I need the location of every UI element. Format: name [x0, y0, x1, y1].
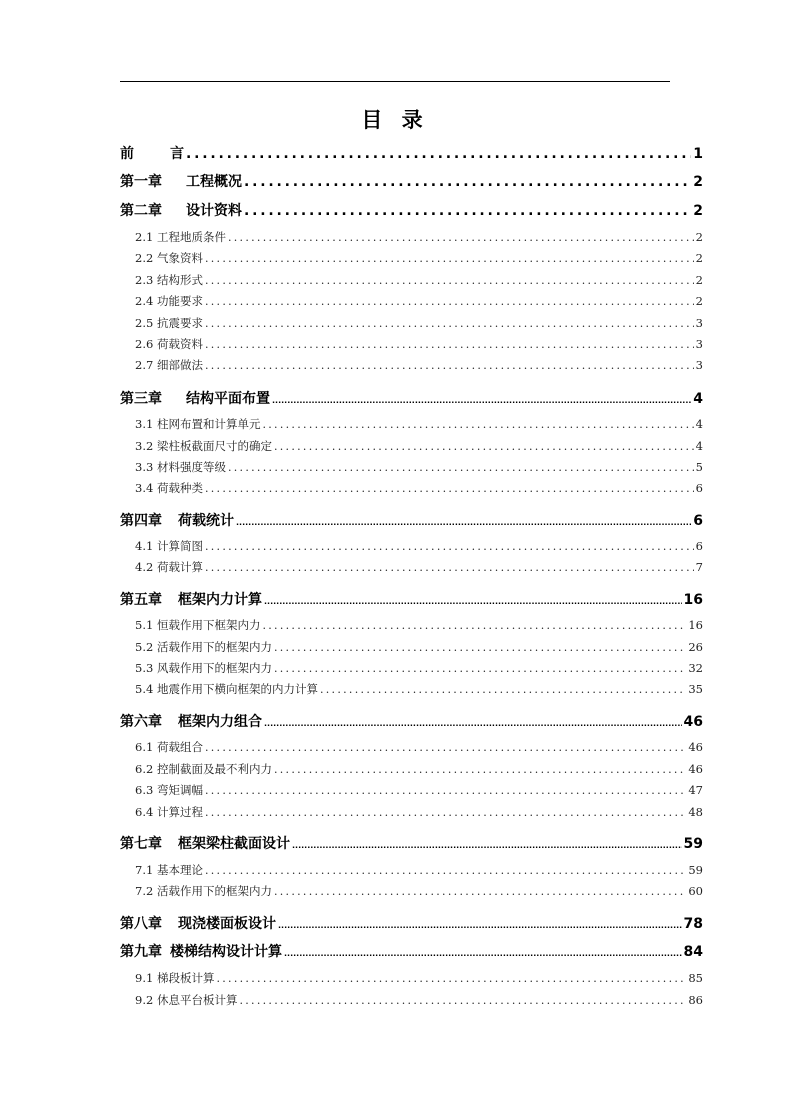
toc-leader-dots [205, 864, 686, 877]
toc-section-label: 3.3 材料强度等级 [135, 460, 226, 474]
toc-section-entry[interactable] [120, 315, 703, 331]
toc-leader-dots [228, 461, 694, 474]
toc-leader-dots [205, 359, 694, 372]
toc-section-entry[interactable] [120, 617, 703, 633]
toc-chapter-title: 框架内力计算 [178, 592, 262, 608]
toc-chapter-number: 第五章 [120, 592, 162, 608]
toc-section-entry[interactable] [120, 357, 703, 373]
toc-leader-dots [292, 841, 682, 850]
toc-page-number: 1 [693, 146, 703, 162]
toc-leader-dots [205, 252, 694, 265]
toc-chapter-title: 框架内力组合 [178, 714, 262, 730]
toc-page-number: 6 [695, 481, 703, 495]
toc-page-number: 46 [688, 740, 703, 754]
toc-leader-dots [205, 295, 694, 308]
toc-section-entry[interactable] [120, 336, 703, 352]
toc-chapter-label [120, 388, 270, 408]
toc-leader-dots [205, 540, 694, 553]
toc-leader-dots [264, 597, 682, 606]
toc-leader-dots [274, 641, 686, 654]
toc-page-number: 3 [695, 316, 703, 330]
toc-chapter-entry[interactable] [120, 143, 703, 163]
toc-chapter-label [120, 941, 282, 961]
toc-leader-dots [264, 719, 682, 728]
toc-section-label: 3.2 梁柱板截面尺寸的确定 [135, 439, 272, 453]
toc-section-entry[interactable] [120, 293, 703, 309]
header-rule [120, 81, 670, 82]
toc-section-label: 2.1 工程地质条件 [135, 230, 226, 244]
toc-chapter-number: 第三章 [120, 391, 162, 407]
toc-chapter-label [120, 510, 234, 530]
toc-page-number: 78 [683, 916, 703, 932]
toc-leader-dots [205, 784, 686, 797]
toc-chapter-entry[interactable] [120, 388, 703, 408]
toc-page-number: 32 [688, 661, 703, 675]
toc-page-number: 46 [683, 714, 703, 730]
toc-chapter-number: 第一章 [120, 174, 162, 190]
toc-section-entry[interactable] [120, 480, 703, 496]
toc-section-entry[interactable] [120, 438, 703, 454]
toc-section-entry[interactable] [120, 538, 703, 554]
toc-leader-dots [205, 338, 694, 351]
toc-section-entry[interactable] [120, 804, 703, 820]
toc-section-label: 9.2 休息平台板计算 [135, 993, 238, 1007]
toc-section-label: 3.4 荷载种类 [135, 481, 203, 495]
toc-page-number: 2 [695, 273, 703, 287]
toc-chapter-label [120, 913, 276, 933]
toc-leader-dots [320, 683, 686, 696]
toc-section-entry[interactable] [120, 272, 703, 288]
toc-chapter-number: 前 [120, 146, 134, 162]
toc-chapter-number: 第四章 [120, 513, 162, 529]
toc-chapter-entry[interactable] [120, 200, 703, 220]
toc-leader-dots [228, 231, 694, 244]
toc-page-number: 16 [683, 592, 703, 608]
toc-section-label: 7.1 基本理论 [135, 863, 203, 877]
toc-section-label: 4.1 计算简图 [135, 539, 203, 553]
toc-chapter-number: 第六章 [120, 714, 162, 730]
toc-section-label: 2.4 功能要求 [135, 294, 203, 308]
toc-leader-dots [205, 317, 694, 330]
toc-leader-dots [262, 619, 686, 632]
toc-section-label: 5.4 地震作用下横向框架的内力计算 [135, 682, 318, 696]
toc-leader-dots [274, 662, 686, 675]
toc-chapter-title: 设计资料 [186, 203, 242, 219]
toc-chapter-entry[interactable] [120, 833, 703, 853]
toc-page-number: 4 [695, 439, 703, 453]
toc-leader-dots [274, 763, 686, 776]
toc-section-entry[interactable] [120, 416, 703, 432]
toc-section-entry[interactable] [120, 761, 703, 777]
toc-chapter-entry[interactable] [120, 941, 703, 961]
toc-chapter-label [120, 171, 242, 191]
toc-chapter-number: 第八章 [120, 916, 162, 932]
toc-chapter-label [120, 143, 184, 163]
toc-page-number: 3 [695, 337, 703, 351]
toc-leader-dots [244, 174, 691, 190]
toc-section-label: 5.1 恒载作用下框架内力 [135, 618, 261, 632]
toc-leader-dots [205, 741, 686, 754]
toc-leader-dots [186, 146, 691, 162]
toc-page-number: 2 [695, 230, 703, 244]
toc-page-number: 6 [695, 539, 703, 553]
toc-section-label: 7.2 活载作用下的框架内力 [135, 884, 272, 898]
toc-section-entry[interactable] [120, 782, 703, 798]
toc-section-label: 6.4 计算过程 [135, 805, 203, 819]
toc-leader-dots [236, 518, 691, 527]
toc-chapter-title: 荷载统计 [178, 513, 234, 529]
toc-leader-dots [216, 972, 686, 985]
toc-leader-dots [205, 274, 694, 287]
toc-section-entry[interactable] [120, 250, 703, 266]
toc-page-number: 26 [688, 640, 703, 654]
toc-leader-dots [278, 921, 682, 930]
toc-chapter-label [120, 200, 242, 220]
toc-page-number: 6 [693, 513, 703, 529]
toc-section-entry[interactable] [120, 862, 703, 878]
toc-page-number: 2 [695, 294, 703, 308]
toc-chapter-number: 第九章 [120, 944, 162, 960]
toc-section-label: 2.5 抗震要求 [135, 316, 203, 330]
page-title: 目 录 [361, 108, 429, 132]
toc-chapter-title: 结构平面布置 [186, 391, 270, 407]
toc-section-label: 2.3 结构形式 [135, 273, 203, 287]
toc-page-number: 59 [688, 863, 703, 877]
toc-page-number: 5 [695, 460, 703, 474]
toc-leader-dots [272, 396, 691, 405]
toc-leader-dots [262, 418, 693, 431]
toc-section-label: 9.1 梯段板计算 [135, 971, 215, 985]
toc-page-number: 2 [693, 203, 703, 219]
toc-section-label: 2.6 荷载资料 [135, 337, 203, 351]
toc-section-label: 6.2 控制截面及最不利内力 [135, 762, 272, 776]
toc-chapter-entry[interactable] [120, 510, 703, 530]
toc-page-number: 35 [688, 682, 703, 696]
toc-page-number: 85 [688, 971, 703, 985]
toc-section-label: 6.1 荷载组合 [135, 740, 203, 754]
toc-page-number: 4 [693, 391, 703, 407]
toc-chapter-title: 楼梯结构设计计算 [170, 944, 282, 960]
toc-page-number: 4 [695, 417, 703, 431]
toc-leader-dots [284, 949, 682, 958]
toc-page-number: 46 [688, 762, 703, 776]
toc-chapter-entry[interactable] [120, 913, 703, 933]
toc-page-number: 2 [695, 251, 703, 265]
toc-leader-dots [274, 440, 694, 453]
toc-section-label: 5.2 活载作用下的框架内力 [135, 640, 272, 654]
toc-page-number: 16 [688, 618, 703, 632]
toc-section-entry[interactable] [120, 559, 703, 575]
toc-page-number: 47 [688, 783, 703, 797]
toc-section-entry[interactable] [120, 459, 703, 475]
toc-chapter-number: 第七章 [120, 836, 162, 852]
toc-section-label: 4.2 荷载计算 [135, 560, 203, 574]
toc-chapter-title: 框架梁柱截面设计 [178, 836, 290, 852]
toc-page-number: 3 [695, 358, 703, 372]
toc-section-label: 6.3 弯矩调幅 [135, 783, 203, 797]
toc-chapter-number: 第二章 [120, 203, 162, 219]
toc-page-number: 86 [688, 993, 703, 1007]
toc-section-entry[interactable] [120, 970, 703, 986]
toc-leader-dots [244, 203, 691, 219]
toc-page-number: 2 [693, 174, 703, 190]
toc-leader-dots [274, 885, 686, 898]
toc-leader-dots [205, 561, 694, 574]
toc-chapter-label [120, 711, 262, 731]
toc-leader-dots [205, 482, 694, 495]
toc-page-number: 7 [695, 560, 703, 574]
toc-section-entry[interactable] [120, 992, 703, 1008]
toc-chapter-label [120, 589, 262, 609]
toc-page-number: 84 [683, 944, 703, 960]
toc-section-entry[interactable] [120, 639, 703, 655]
toc-section-label: 2.2 气象资料 [135, 251, 203, 265]
toc-chapter-title: 现浇楼面板设计 [178, 916, 276, 932]
toc-chapter-entry[interactable] [120, 171, 703, 191]
toc-leader-dots [239, 994, 686, 1007]
toc-page-number: 59 [683, 836, 703, 852]
toc-chapter-label [120, 833, 290, 853]
toc-chapter-entry[interactable] [120, 711, 703, 731]
toc-section-entry[interactable] [120, 660, 703, 676]
toc-page-number: 60 [688, 884, 703, 898]
toc-chapter-entry[interactable] [120, 589, 703, 609]
toc-section-entry[interactable] [120, 883, 703, 899]
toc-leader-dots [205, 806, 686, 819]
toc-chapter-title: 言 [170, 146, 184, 162]
toc-section-label: 5.3 风载作用下的框架内力 [135, 661, 272, 675]
toc-section-entry[interactable] [120, 229, 703, 245]
toc-section-entry[interactable] [120, 739, 703, 755]
toc-chapter-title: 工程概况 [186, 174, 242, 190]
toc-section-label: 3.1 柱网布置和计算单元 [135, 417, 261, 431]
toc-section-label: 2.7 细部做法 [135, 358, 203, 372]
toc-page-number: 48 [688, 805, 703, 819]
toc-section-entry[interactable] [120, 681, 703, 697]
